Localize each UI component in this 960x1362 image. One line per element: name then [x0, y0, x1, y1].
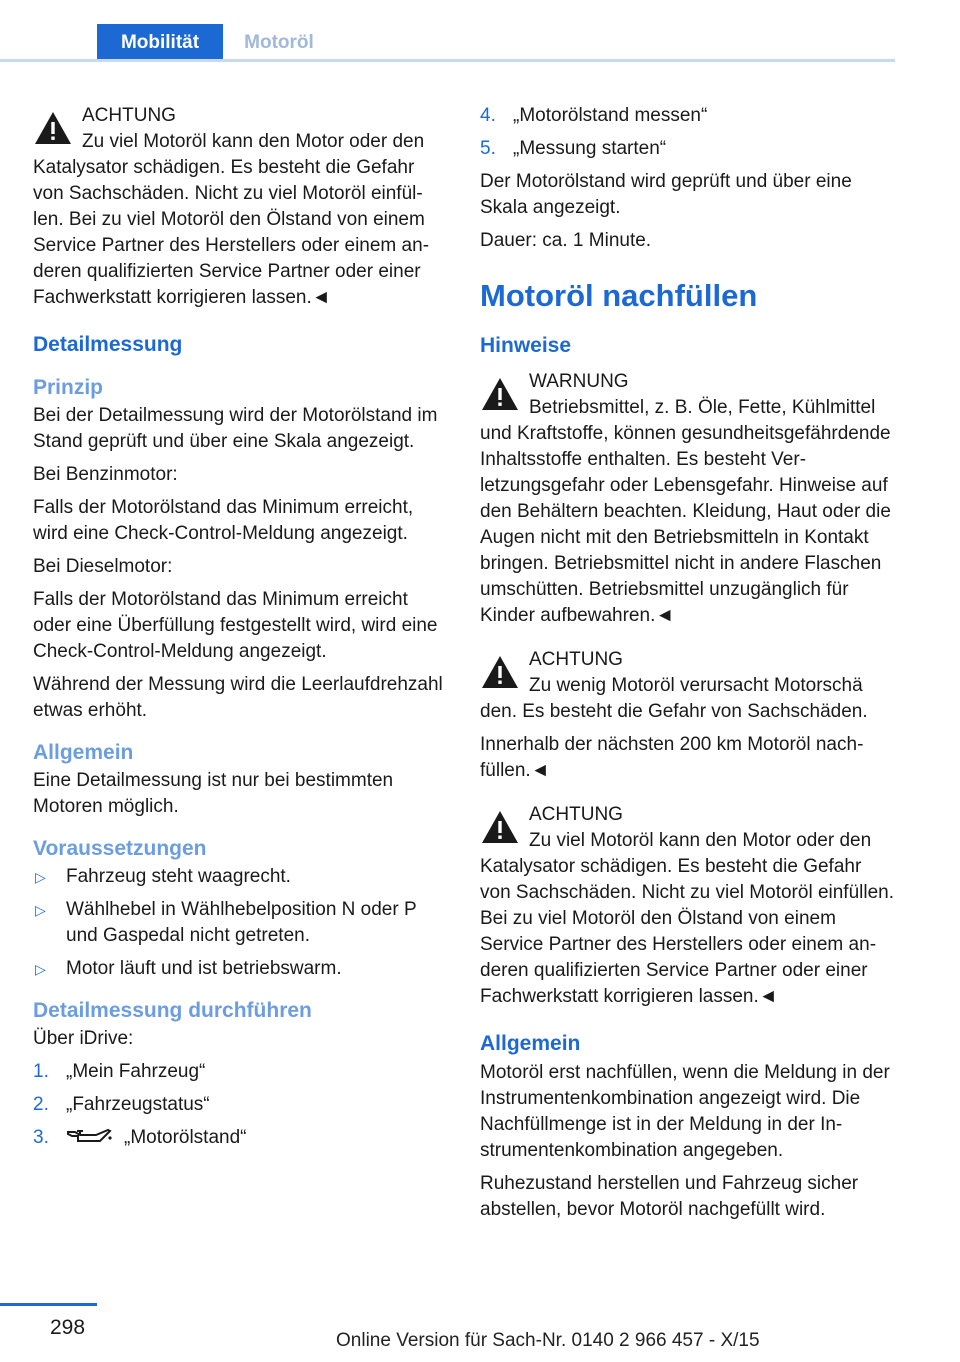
- warning-title: ACHTUNG: [82, 105, 176, 126]
- warning-triangle-icon: [480, 376, 520, 412]
- steps-list: [480, 103, 896, 162]
- heading-hinweise: Hinweise: [480, 334, 572, 357]
- heading-detailmessung: Detailmessung: [33, 333, 183, 356]
- warning-title: ACHTUNG: [529, 649, 623, 670]
- list-item: ▷ Motor läuft und ist betriebswarm.: [33, 956, 445, 982]
- tab-motoroel[interactable]: Motoröl: [244, 32, 314, 53]
- warning-box: [480, 647, 896, 725]
- heading-prinzip: Prinzip: [33, 376, 104, 399]
- warning-lead: Zu wenig Motoröl verursacht Motorschä: [529, 675, 863, 696]
- heading-allgemein: Allgemein: [480, 1032, 581, 1055]
- page-number: 298: [50, 1316, 86, 1339]
- warning-title: ACHTUNG: [529, 804, 623, 825]
- warning-lead: Zu viel Motoröl kann den Motor oder den: [529, 830, 872, 851]
- left-column: [33, 103, 445, 1158]
- page-number-rule: [0, 1303, 97, 1306]
- paragraph: Motoröl erst nachfüllen, wenn die Meldung in der Instrumentenkombination angezeigt wird. Die Nachfüllmenge ist in der Meldung in der Instrumentenkombination angegeben.: [480, 1062, 890, 1161]
- warning-lead: Betriebsmittel, z. B. Öle, Fette, Kühlmittel: [529, 397, 876, 418]
- triangle-bullet-icon: ▷: [35, 961, 46, 977]
- list-item: 4. „Motorölstand messen“: [480, 105, 708, 126]
- warning-title: WARNUNG: [529, 371, 629, 392]
- triangle-bullet-icon: ▷: [35, 902, 46, 918]
- heading-voraussetzungen: Voraussetzungen: [33, 837, 207, 860]
- warning-box: [480, 802, 896, 1010]
- heading-allgemein: Allgemein: [33, 741, 134, 764]
- paragraph: Über iDrive:: [33, 1028, 134, 1049]
- oil-can-icon: [66, 1126, 112, 1146]
- paragraph: Bei Benzinmotor:: [33, 464, 178, 485]
- warning-triangle-icon: [480, 809, 520, 845]
- warning-triangle-icon: [480, 654, 520, 690]
- paragraph: Bei der Detailmessung wird der Motorölstand im Stand geprüft und über eine Skala angezeigt.: [33, 405, 438, 452]
- list-item: 2. „Fahrzeugstatus“: [33, 1094, 210, 1115]
- paragraph: Ruhezustand herstellen und Fahrzeug sicher abstellen, bevor Motoröl nachgefüllt wird.: [480, 1173, 859, 1220]
- paragraph: Während der Messung wird die Leerlaufdrehzahl etwas erhöht.: [33, 674, 443, 721]
- header-rule: [0, 59, 895, 62]
- warning-text: Katalysator schädigen. Es besteht die Gefahr von Sachschäden. Nicht zu viel Motoröl einfüllen. Bei zu viel Motoröl den Ölstand von einem Service Partner des Herstellers oder einem anderen qualifizierten Service Partner oder einer Fachwerkstatt korrigieren lassen.◄: [480, 856, 895, 1007]
- bullet-list: [33, 864, 445, 982]
- warning-box: [33, 103, 445, 311]
- right-column: [480, 103, 896, 1230]
- paragraph: Innerhalb der nächsten 200 km Motoröl nachfüllen.◄: [480, 734, 864, 781]
- paragraph: Bei Dieselmotor:: [33, 556, 173, 577]
- paragraph: Falls der Motorölstand das Minimum erreicht oder eine Überfüllung festgestellt wird, wird eine Check-Control-Meldung angezeigt.: [33, 589, 438, 662]
- warning-box: [480, 369, 896, 629]
- paragraph: Dauer: ca. 1 Minute.: [480, 230, 652, 251]
- paragraph: Der Motorölstand wird geprüft und über eine Skala angezeigt.: [480, 171, 852, 218]
- header-tabs: [0, 24, 895, 62]
- tab-mobilitaet[interactable]: Mobilität: [97, 24, 223, 62]
- list-item: ▷ Wählhebel in Wählhebelposition N oder P und Gaspedal nicht getreten.: [35, 899, 417, 946]
- warning-text: Katalysator schädigen. Es besteht die Gefahr von Sachschäden. Nicht zu viel Motoröl einfüllen. Bei zu viel Motoröl den Ölstand von einem Service Partner des Herstellers oder einem anderen qualifizierten Service Partner oder einer Fachwerkstatt korrigieren lassen.◄: [33, 157, 430, 308]
- triangle-bullet-icon: ▷: [35, 869, 46, 885]
- list-item: 3. „Motorölstand“: [33, 1127, 247, 1148]
- paragraph: Falls der Motorölstand das Minimum erreicht, wird eine Check-Control-Meldung angezeigt.: [33, 497, 414, 544]
- paragraph: Eine Detailmessung ist nur bei bestimmten Motoren möglich.: [33, 770, 394, 817]
- footer-online-version: Online Version für Sach-Nr. 0140 2 966 457 - X/15: [336, 1330, 760, 1351]
- heading-durchfuehren: Detailmessung durchführen: [33, 999, 312, 1022]
- heading-motoroel-nachfuellen: Motoröl nachfüllen: [480, 278, 758, 313]
- warning-text: den. Es besteht die Gefahr von Sachschäden.: [480, 701, 868, 722]
- list-item: 1. „Mein Fahrzeug“: [33, 1061, 206, 1082]
- list-item: 5. „Messung starten“: [480, 138, 667, 159]
- warning-triangle-icon: [33, 110, 73, 146]
- list-item: ▷ Fahrzeug steht waagrecht.: [33, 864, 445, 890]
- warning-text: und Kraftstoffe, können gesundheitsgefährdende Inhaltsstoffe enthalten. Es besteht Verletzungsgefahr oder Lebensgefahr. Hinweise auf den Behältern beachten. Kleidung, Haut oder die Augen nicht mit den Betriebsmitteln in Kontakt bringen. Betriebsmittel nicht in andere Flaschen umschütten. Betriebsmittel unzugänglich für Kinder aufbewahren.◄: [480, 423, 891, 626]
- steps-list: [33, 1059, 445, 1151]
- warning-lead: Zu viel Motoröl kann den Motor oder den: [82, 131, 425, 152]
